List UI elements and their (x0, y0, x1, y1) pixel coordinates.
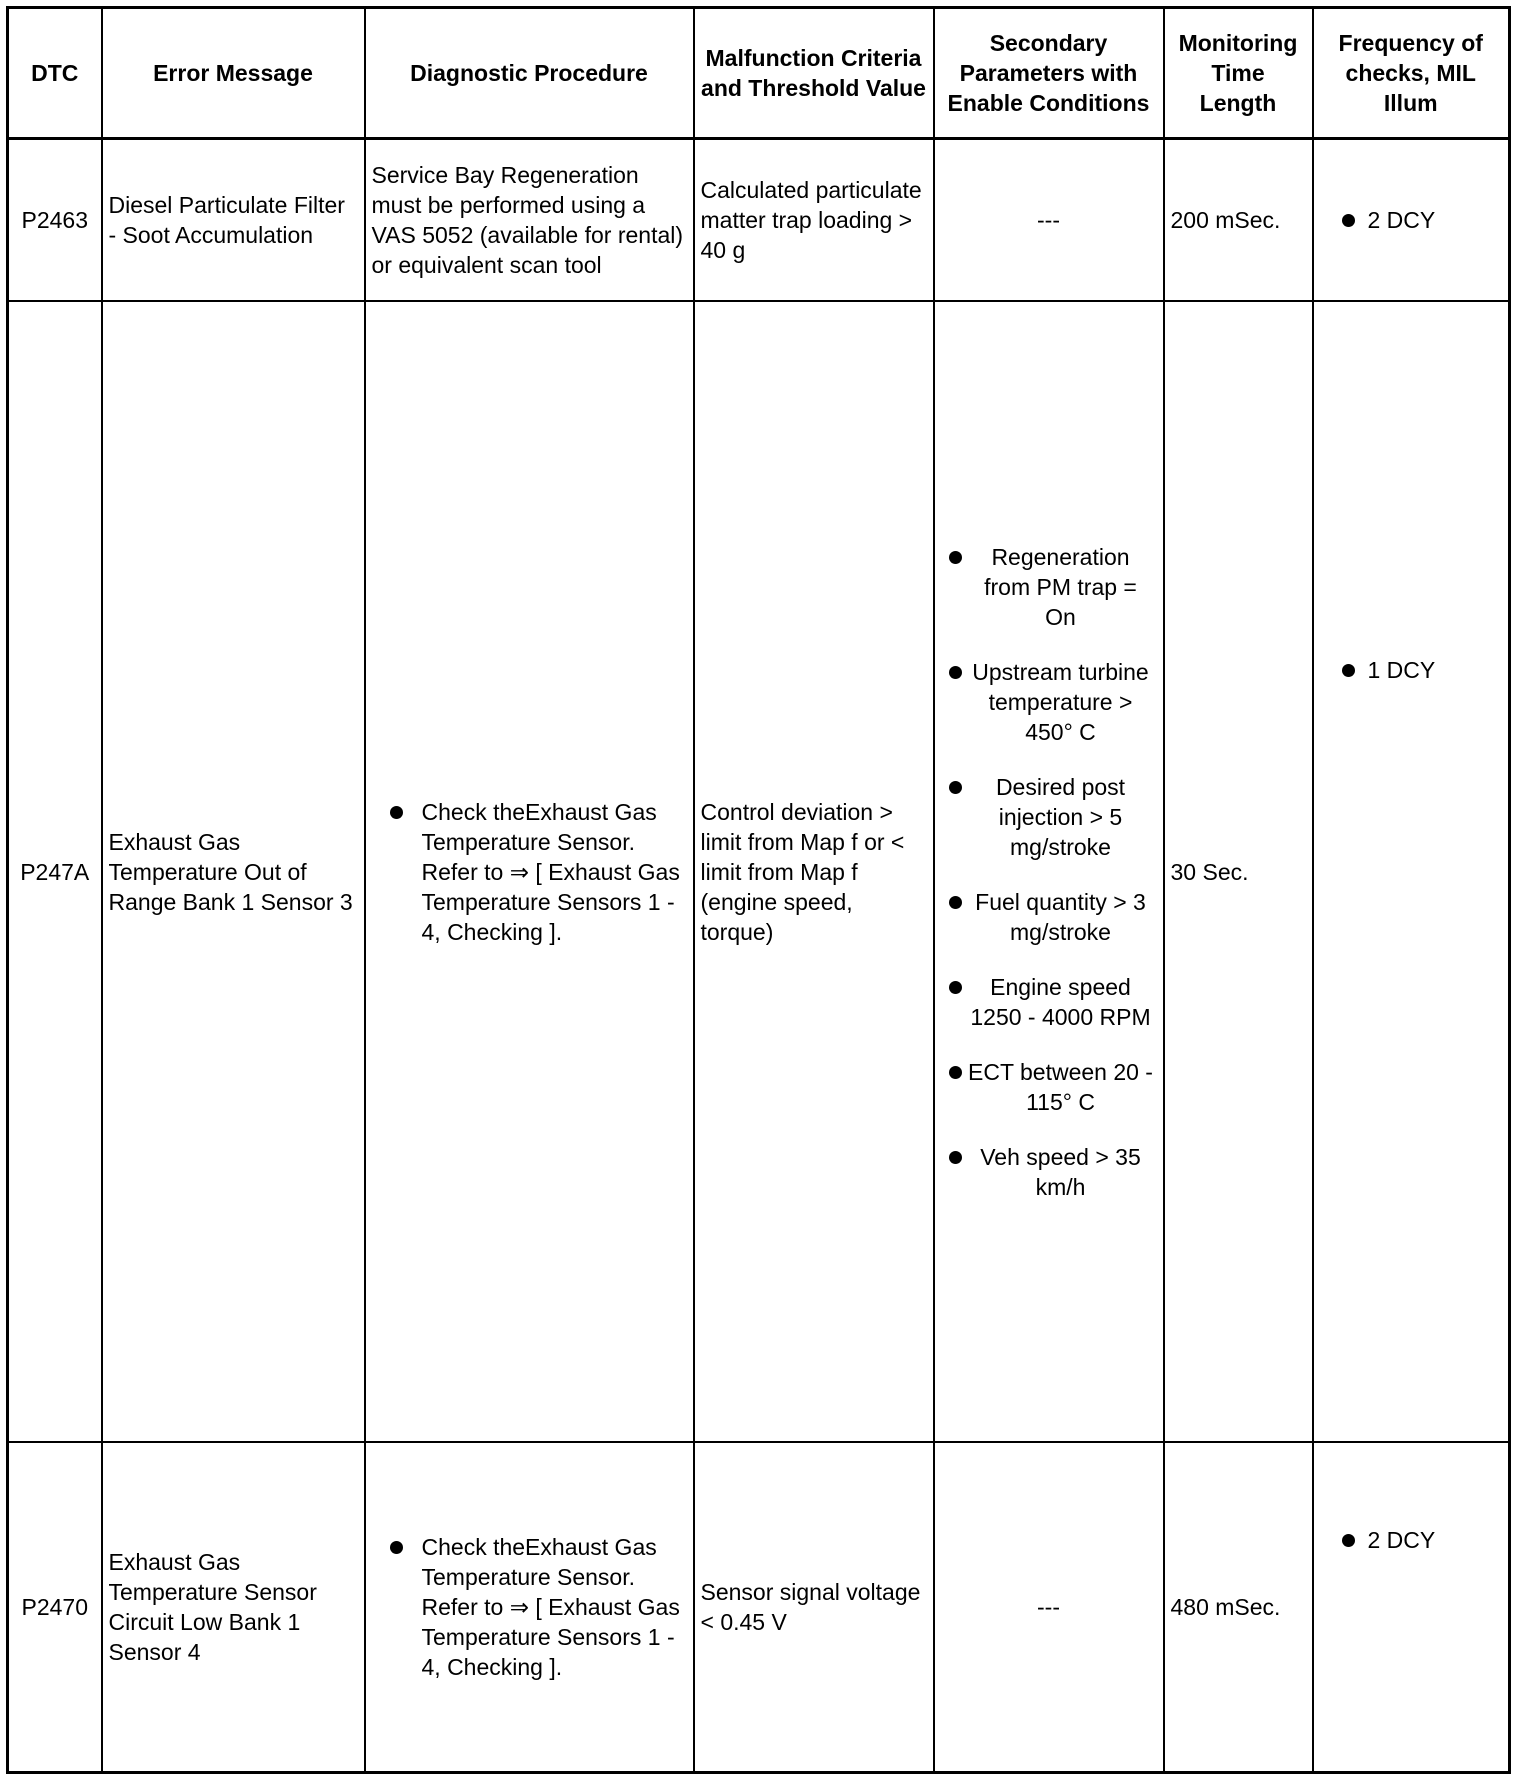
header-row (8, 8, 1510, 139)
frequency-value: 1 DCY (1368, 655, 1503, 685)
secondary-parameter-item: Veh speed > 35 km/h (943, 1142, 1155, 1202)
table-row (8, 139, 1510, 302)
secondary-parameter-item: Desired post injection > 5 mg/stroke (943, 772, 1155, 862)
header-diagnostic-procedure: Diagnostic Procedure (365, 8, 694, 139)
malfunction-criteria: Control deviation > limit from Map f or < limit from Map f (engine speed, torque) (694, 301, 934, 1442)
secondary-parameters-cell (934, 301, 1164, 1442)
secondary-parameter-item: ECT between 20 - 115° C (943, 1057, 1155, 1117)
header-frequency: Frequency of checks, MIL Illum (1313, 8, 1510, 139)
header-malfunction-criteria: Malfunction Criteria and Threshold Value (694, 8, 934, 139)
dtc-code: P2470 (8, 1442, 102, 1773)
secondary-parameter-item: Upstream turbine temperature > 450° C (943, 657, 1155, 747)
header-secondary-parameters: Secondary Parameters with Enable Conditions (934, 8, 1164, 139)
frequency-cell (1313, 301, 1510, 1442)
table-row (8, 1442, 1510, 1773)
frequency-value: 2 DCY (1368, 1525, 1503, 1555)
diagnostic-procedure: Service Bay Regeneration must be performed using a VAS 5052 (available for rental) or equivalent scan tool (365, 139, 694, 302)
secondary-parameter-item: Engine speed 1250 - 4000 RPM (943, 972, 1155, 1032)
secondary-parameters: --- (934, 139, 1164, 302)
error-message: Exhaust Gas Temperature Sensor Circuit Low Bank 1 Sensor 4 (102, 1442, 365, 1773)
frequency-cell (1313, 139, 1510, 302)
dtc-code: P2463 (8, 139, 102, 302)
monitoring-time: 200 mSec. (1164, 139, 1313, 302)
frequency-value: 2 DCY (1368, 205, 1503, 235)
dtc-code: P247A (8, 301, 102, 1442)
header-monitoring-time: Monitoring Time Length (1164, 8, 1313, 139)
diagnostic-procedure: Check theExhaust Gas Temperature Sensor. Refer to ⇒ [ Exhaust Gas Temperature Sensors 1 - 4, Checking ]. (422, 1532, 687, 1682)
table-row (8, 301, 1510, 1442)
malfunction-criteria: Sensor signal voltage < 0.45 V (694, 1442, 934, 1773)
dtc-table (6, 6, 1511, 1774)
monitoring-time: 30 Sec. (1164, 301, 1313, 1442)
diagnostic-procedure-cell (365, 301, 694, 1442)
monitoring-time: 480 mSec. (1164, 1442, 1313, 1773)
error-message: Diesel Particulate Filter - Soot Accumulation (102, 139, 365, 302)
diagnostic-procedure: Check theExhaust Gas Temperature Sensor. Refer to ⇒ [ Exhaust Gas Temperature Sensors 1 - 4, Checking ]. (422, 797, 687, 947)
header-dtc: DTC (8, 8, 102, 139)
secondary-parameter-item: Fuel quantity > 3 mg/stroke (943, 887, 1155, 947)
diagnostic-procedure-cell (365, 1442, 694, 1773)
malfunction-criteria: Calculated particulate matter trap loading > 40 g (694, 139, 934, 302)
secondary-parameter-item: Regeneration from PM trap = On (943, 542, 1155, 632)
header-error-message: Error Message (102, 8, 365, 139)
secondary-parameters: --- (934, 1442, 1164, 1773)
frequency-cell (1313, 1442, 1510, 1773)
error-message: Exhaust Gas Temperature Out of Range Bank 1 Sensor 3 (102, 301, 365, 1442)
